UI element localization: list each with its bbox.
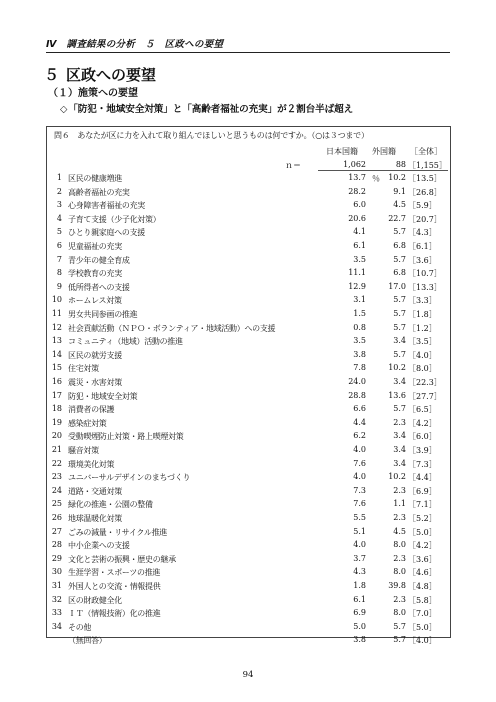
row-japanese-value: 6.9	[353, 608, 366, 618]
row-number: 12	[51, 322, 62, 332]
headline	[60, 101, 353, 115]
row-number: 9	[56, 281, 62, 291]
row-japanese-value: 3.7	[353, 553, 366, 563]
row-all-value: ［3.9］	[408, 446, 437, 455]
page-number: 94	[242, 670, 254, 680]
row-foreign-value: 5.7	[393, 309, 406, 318]
row-number: 1	[56, 173, 62, 182]
row-label: （無回答）	[68, 636, 107, 646]
row-all-value: ［3.5］	[408, 337, 437, 347]
question-text: 問６ あなたが区に力を入れて取り組んでほしいと思うものは何ですか。（○は３つまで）	[54, 131, 369, 140]
row-japanese-value: 12.9	[348, 281, 366, 291]
row-number: 19	[51, 417, 62, 427]
row-label: 男女共同参画の推進	[68, 310, 138, 319]
row-all-value: ［5.9］	[408, 201, 437, 211]
row-all-value: ［27.7］	[408, 391, 442, 401]
row-foreign-value: 13.6	[388, 390, 406, 400]
table-row	[0, 608, 496, 622]
row-japanese-value: 5.1	[353, 526, 366, 536]
row-all-value: ［8.0］	[408, 364, 437, 374]
row-label: 道路・交通対策	[68, 486, 122, 496]
table-row	[0, 554, 496, 568]
row-foreign-value: 5.7	[393, 227, 406, 237]
header-rule	[318, 170, 448, 171]
table-row	[0, 418, 496, 432]
row-number: 23	[51, 472, 62, 482]
row-all-value: ［5.0］	[408, 622, 437, 632]
column-header-foreign: 外国籍	[372, 147, 396, 156]
row-number: 5	[56, 227, 62, 237]
row-foreign-value: 5.7	[393, 621, 406, 631]
row-number: 24	[51, 485, 62, 495]
row-label: 住宅対策	[68, 364, 99, 374]
row-number: 2	[56, 186, 62, 196]
table-row	[0, 187, 496, 201]
table-row	[0, 309, 496, 323]
row-all-value: ［1.8］	[408, 310, 437, 319]
row-japanese-value: 7.6	[353, 499, 366, 509]
row-foreign-value: 22.7	[388, 213, 406, 223]
row-label: 感染症対策	[68, 418, 107, 428]
row-japanese-value: 5.0	[353, 621, 366, 631]
row-all-value: ［4.3］	[408, 228, 437, 238]
row-label: 心身障害者福祉の充実	[68, 201, 145, 211]
row-foreign-value: 10.2	[388, 472, 406, 482]
section-title	[44, 64, 156, 85]
row-foreign-value: 8.0	[393, 540, 406, 550]
table-row	[0, 350, 496, 364]
row-number: 22	[51, 458, 62, 468]
row-label: 消費者の保護	[68, 405, 115, 415]
header-title: Ⅳ 調査結果の分析 ５ 区政への要望	[46, 39, 224, 50]
row-all-value: ［4.6］	[408, 568, 437, 578]
row-number: 20	[51, 431, 62, 441]
row-number: 13	[51, 336, 62, 346]
row-foreign-value: 10.2	[388, 173, 406, 182]
row-japanese-value: 4.0	[353, 472, 366, 482]
headline-text: 「防犯・地域安全対策」と「高齢者福祉の充実」が２割台半ば超え	[68, 104, 354, 115]
row-foreign-value: 5.7	[393, 404, 406, 414]
row-japanese-value: 24.0	[348, 377, 366, 386]
row-label: 生涯学習・スポーツの推進	[68, 568, 161, 578]
row-japanese-value: 4.4	[353, 417, 366, 427]
table-row	[0, 404, 496, 418]
row-label: 騒音対策	[68, 446, 99, 455]
row-foreign-value: 6.8	[393, 268, 406, 278]
table-row	[0, 255, 496, 269]
row-all-value: ［4.8］	[408, 582, 437, 591]
row-foreign-value: 8.0	[393, 608, 406, 618]
row-label: 地球温暖化対策	[68, 514, 122, 523]
row-all-value: ［3.3］	[408, 296, 437, 306]
row-japanese-value: 5.5	[353, 513, 366, 522]
row-number: 25	[51, 499, 62, 509]
row-all-value: ［10.7］	[408, 269, 442, 279]
row-japanese-value: 13.7	[348, 173, 366, 182]
row-number: 29	[51, 553, 62, 563]
column-header-all: ［全体］	[410, 147, 442, 156]
table-row	[0, 445, 496, 459]
row-all-value: ［4.2］	[408, 418, 437, 428]
row-label: 受動喫煙防止対策・路上喫煙対策	[68, 432, 184, 442]
page-header	[46, 36, 450, 53]
row-japanese-value: 3.1	[353, 295, 366, 305]
table-row	[0, 363, 496, 377]
row-japanese-value: 6.0	[353, 200, 366, 210]
row-all-value: ［6.9］	[408, 486, 437, 496]
table-row	[0, 391, 496, 405]
row-all-value: ［7.0］	[408, 609, 437, 619]
row-label: ひとり親家庭への支援	[68, 228, 145, 238]
row-foreign-value: 4.5	[393, 526, 406, 536]
row-number: 10	[51, 295, 62, 305]
row-foreign-value: 8.0	[393, 567, 406, 577]
row-all-value: ［7.1］	[408, 500, 437, 510]
row-label: 子育て支援（少子化対策）	[68, 214, 161, 224]
row-label: 高齢者福祉の充実	[68, 187, 130, 197]
row-foreign-value: 5.7	[393, 295, 406, 305]
table-row	[0, 241, 496, 255]
row-label: 区民の就労支援	[68, 350, 122, 360]
row-label: 外国人との交流・情報提供	[68, 582, 161, 591]
row-japanese-value: 0.8	[353, 322, 366, 332]
row-all-value: ［3.6］	[408, 554, 437, 564]
row-label: 低所得者への支援	[68, 282, 130, 292]
row-number: 33	[51, 608, 62, 618]
table-row	[0, 214, 496, 228]
row-foreign-value: 5.7	[393, 349, 406, 359]
row-foreign-value: 5.7	[393, 322, 406, 332]
diamond-marker: ◇	[60, 104, 68, 115]
table-row	[0, 200, 496, 214]
row-number: 4	[56, 213, 62, 223]
table-row	[0, 336, 496, 350]
row-japanese-value: 3.8	[353, 635, 366, 645]
row-foreign-value: 2.3	[393, 485, 406, 495]
row-number: 6	[56, 241, 62, 250]
row-number: 15	[51, 363, 62, 373]
row-japanese-value: 6.1	[353, 241, 366, 250]
row-number: 27	[51, 526, 62, 536]
row-foreign-value: 2.3	[393, 417, 406, 427]
row-foreign-value: 3.4	[393, 445, 406, 454]
row-label: 区の財政健全化	[68, 595, 122, 605]
row-foreign-value: 2.3	[393, 594, 406, 604]
row-japanese-value: 28.8	[348, 390, 366, 400]
row-all-value: ［7.3］	[408, 459, 437, 469]
row-japanese-value: 3.8	[353, 349, 366, 359]
row-foreign-value: 17.0	[388, 281, 406, 291]
row-label: ユニバーサルデザインのまちづくり	[68, 473, 191, 483]
row-number: 34	[51, 621, 62, 631]
row-japanese-value: 7.6	[353, 458, 366, 468]
row-number: 16	[51, 377, 62, 386]
table-row	[0, 635, 496, 649]
table-row	[0, 431, 496, 445]
row-japanese-value: 7.3	[353, 485, 366, 495]
row-foreign-value: 3.4	[393, 377, 406, 386]
row-foreign-value: 2.3	[393, 553, 406, 563]
row-foreign-value: 2.3	[393, 513, 406, 522]
table-row	[0, 227, 496, 241]
row-number: 18	[51, 404, 62, 414]
table-row	[0, 282, 496, 296]
table-row	[0, 295, 496, 309]
row-number: 30	[51, 567, 62, 577]
row-foreign-value: 10.2	[388, 363, 406, 373]
row-foreign-value: 4.5	[393, 200, 406, 210]
row-all-value: ［3.6］	[408, 255, 437, 265]
row-all-value: ［6.0］	[408, 432, 437, 442]
row-all-value: ［26.8］	[408, 187, 442, 197]
section-title-text: 区政への要望	[66, 66, 157, 84]
table-row	[0, 540, 496, 554]
row-all-value: ［5.8］	[408, 595, 437, 605]
row-all-value: ［20.7］	[408, 214, 442, 224]
row-label: ごみの減量・リサイクル推進	[68, 527, 167, 537]
table-row	[0, 581, 496, 595]
table-row	[0, 527, 496, 541]
row-label: 防犯・地域安全対策	[68, 391, 138, 401]
row-all-value: ［4.0］	[408, 350, 437, 360]
row-japanese-value: 4.0	[353, 445, 366, 454]
table-row	[0, 173, 496, 187]
table-row	[0, 486, 496, 500]
row-all-value: ［13.3］	[408, 282, 442, 292]
row-japanese-value: 3.5	[353, 254, 366, 264]
n-all: ［1,155］	[408, 161, 447, 170]
row-foreign-value: 3.4	[393, 458, 406, 468]
row-number: 28	[51, 540, 62, 550]
row-japanese-value: 11.1	[348, 268, 366, 278]
table-row	[0, 459, 496, 473]
row-label: ホームレス対策	[68, 296, 122, 306]
row-number: 11	[51, 309, 62, 318]
row-foreign-value: 3.4	[393, 336, 406, 346]
row-all-value: ［4.0］	[408, 636, 437, 646]
row-label: 震災・水害対策	[68, 378, 122, 387]
table-row	[0, 567, 496, 581]
row-number: 7	[56, 254, 62, 264]
row-number: 21	[51, 445, 62, 454]
row-all-value: ［6.5］	[408, 405, 437, 415]
row-japanese-value: 20.6	[348, 213, 366, 223]
row-number: 14	[51, 349, 62, 359]
row-foreign-value: 5.7	[393, 635, 406, 645]
row-all-value: ［4.2］	[408, 541, 437, 551]
row-number: 32	[51, 594, 62, 604]
row-japanese-value: 28.2	[348, 186, 366, 196]
row-all-value: ［6.1］	[408, 242, 437, 251]
row-label: 児童福祉の充実	[68, 242, 122, 251]
row-japanese-value: 1.8	[353, 581, 366, 590]
row-number: 8	[56, 268, 62, 278]
row-foreign-value: 3.4	[393, 431, 406, 441]
row-label: 区民の健康増進	[68, 174, 122, 183]
table-row	[0, 499, 496, 513]
n-label: ｎ＝	[285, 161, 301, 170]
row-japanese-value: 4.3	[353, 567, 366, 577]
row-all-value: ［1.2］	[408, 323, 437, 333]
row-label: 緑化の推進・公園の整備	[68, 500, 153, 510]
subsection-title: （１）施策への要望	[48, 88, 138, 99]
column-header-japanese: 日本国籍	[326, 147, 358, 156]
n-foreign: 88	[395, 160, 406, 169]
table-row	[0, 513, 496, 527]
section-number: ５	[44, 66, 60, 84]
row-label: ＩＴ（情報技術）化の推進	[68, 609, 161, 619]
row-japanese-value: 3.5	[353, 336, 366, 346]
row-number: 3	[56, 200, 62, 210]
row-number: 31	[51, 581, 62, 590]
row-label: 社会貢献活動（ＮＰＯ・ボランティア・地域活動）への支援	[68, 323, 276, 333]
table-row	[0, 377, 496, 391]
table-row	[0, 323, 496, 337]
row-label: 学校教育の充実	[68, 269, 122, 279]
row-japanese-value: 4.1	[353, 227, 366, 237]
row-all-value: ［5.0］	[408, 527, 437, 537]
row-label: コミュニティ（地域）活動の推進	[68, 337, 183, 347]
percent-sign: ％	[372, 174, 380, 183]
row-label: その他	[68, 622, 92, 632]
row-foreign-value: 9.1	[393, 186, 406, 196]
row-japanese-value: 1.5	[353, 309, 366, 318]
row-foreign-value: 5.7	[393, 254, 406, 264]
row-number: 26	[51, 513, 62, 522]
row-label: 青少年の健全育成	[68, 255, 130, 265]
table-row	[0, 472, 496, 486]
table-row	[0, 595, 496, 609]
n-japanese: 1,062	[343, 160, 366, 169]
row-japanese-value: 6.1	[353, 594, 366, 604]
row-foreign-value: 6.8	[393, 241, 406, 250]
row-all-value: ［4.4］	[408, 473, 437, 483]
row-japanese-value: 6.2	[353, 431, 366, 441]
row-label: 環境美化対策	[68, 459, 115, 469]
row-all-value: ［5.2］	[408, 514, 437, 523]
table-row	[0, 268, 496, 282]
row-all-value: ［13.5］	[408, 174, 442, 183]
row-japanese-value: 4.0	[353, 540, 366, 550]
row-japanese-value: 6.6	[353, 404, 366, 414]
row-foreign-value: 1.1	[393, 499, 406, 509]
table-row	[0, 622, 496, 636]
row-label: 文化と芸術の振興・歴史の継承	[68, 554, 176, 564]
row-number: 17	[51, 390, 62, 400]
row-foreign-value: 39.8	[388, 581, 406, 590]
row-japanese-value: 7.8	[353, 363, 366, 373]
row-label: 中小企業への支援	[68, 541, 130, 551]
row-all-value: ［22.3］	[408, 378, 442, 387]
